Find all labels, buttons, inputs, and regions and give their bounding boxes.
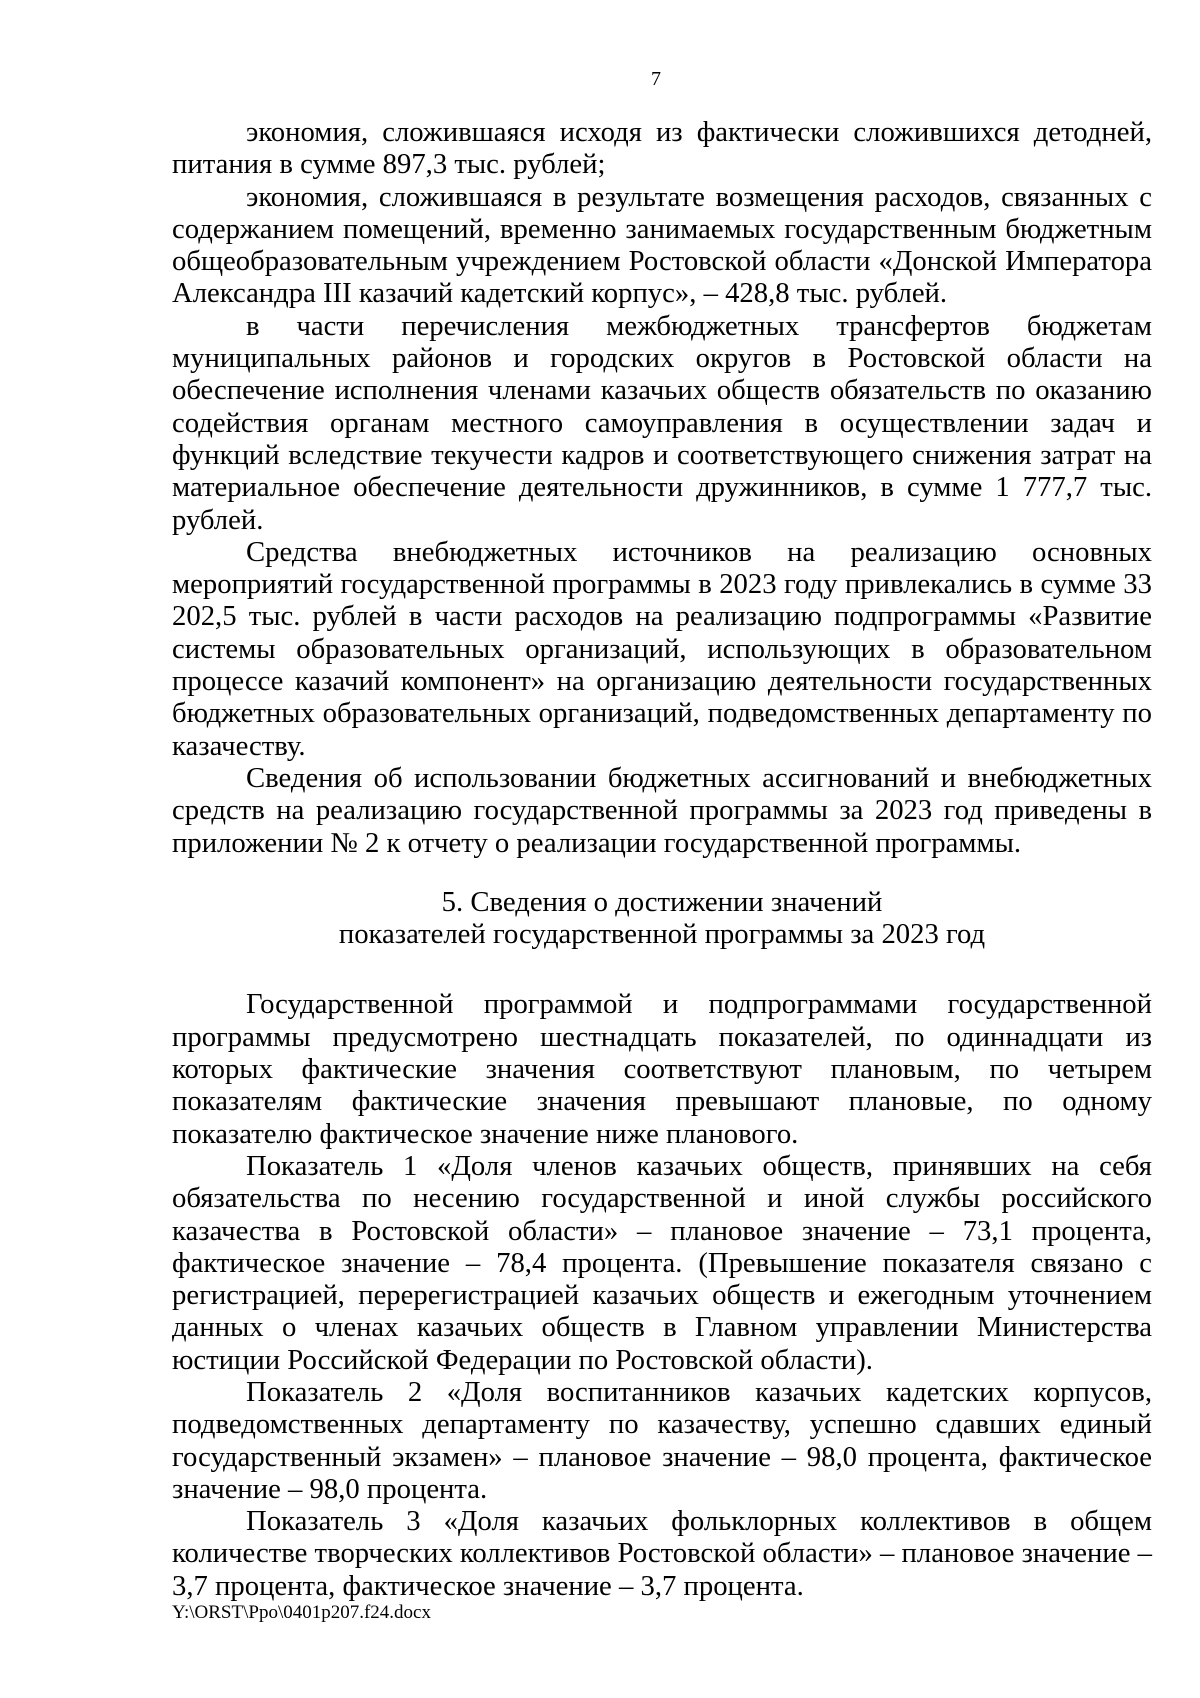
section-heading-line-1: 5. Сведения о достижении значений <box>441 885 883 918</box>
section-heading-line-2: показателей государственной программы за 2023 год <box>338 918 986 951</box>
paragraph-appendix-reference: Сведения об использовании бюджетных ассигнований и внебюджетных средств на реализацию государственной программы за 2023 год приведены в приложении № 2 к отчету о реализации государственной программы. <box>172 761 1152 859</box>
footer-file-path: Y:\ORST\Ppo\0401p207.f24.docx <box>172 1602 431 1623</box>
paragraph-indicator-2: Показатель 2 «Доля воспитанников казачьих кадетских корпусов, подведомственных департаменту по казачеству, успешно сдавших единый государственный экзамен» – плановое значение – 98,0 процента, фактическое значение – 98,0 процента. <box>172 1375 1152 1505</box>
paragraph-interbudget-transfers: в части перечисления межбюджетных трансфертов бюджетам муниципальных районов и городских округов в Ростовской области на обеспечение исполнения членами казачьих обществ обязательств по оказанию содействия органам местного самоуправления в осуществлении задач и функций вследствие текучести кадров и соответствующего снижения затрат на материальное обеспечение деятельности дружинников, в сумме 1 777,7 тыс. рублей. <box>172 309 1152 536</box>
paragraph-indicator-1: Показатель 1 «Доля членов казачьих обществ, принявших на себя обязательства по несению государственной и иной службы российского казачества в Ростовской области» – плановое значение – 73,1 процента, фактическое значение – 78,4 процента. (Превышение показателя связано с регистрацией, перерегистрацией казачьих обществ и ежегодным уточнением данных о членах казачьих обществ в Главном управлении Министерства юстиции Российской Федерации по Ростовской области). <box>172 1149 1152 1376</box>
paragraph-indicator-3: Показатель 3 «Доля казачьих фольклорных коллективов в общем количестве творческих коллективов Ростовской области» – плановое значение – 3,7 процента, фактическое значение – 3,7 процента. <box>172 1505 1152 1602</box>
page-number: 7 <box>651 68 661 90</box>
paragraph-savings-premises: экономия, сложившаяся в результате возмещения расходов, связанных с содержанием помещений, временно занимаемых государственным бюджетным общеобразовательным учреждением Ростовской области «Донской Императора Александра III казачий кадетский корпус», – 428,8 тыс. рублей. <box>172 180 1152 310</box>
document-body <box>172 116 1152 1602</box>
paragraph-extrabudgetary-sources: Средства внебюджетных источников на реализацию основных мероприятий государственной программы в 2023 году привлекались в сумме 33 202,5 тыс. рублей в части расходов на реализацию подпрограммы «Развитие системы образовательных организаций, использующих в образовательном процессе казачий компонент» на организацию деятельности государственных бюджетных образовательных организаций, подведомственных департаменту по казачеству. <box>172 535 1152 762</box>
paragraph-savings-meals: экономия, сложившаяся исходя из фактически сложившихся детодней, питания в сумме 897,3 тыс. рублей; <box>172 116 1152 181</box>
paragraph-indicators-summary: Государственной программой и подпрограммами государственной программы предусмотрено шестнадцать показателей, по одиннадцати из которых фактические значения соответствуют плановым, по четырем показателям фактические значения превышают плановые, по одному показателю фактическое значение ниже планового. <box>172 988 1152 1150</box>
section-heading <box>172 886 1152 951</box>
